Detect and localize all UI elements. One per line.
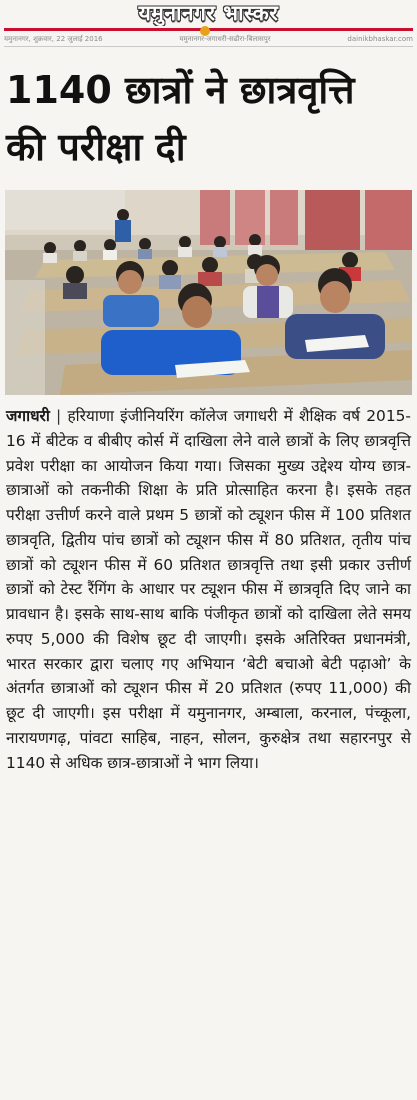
- masthead-info-right: dainikbhaskar.com: [347, 35, 413, 43]
- article-body: [6, 404, 411, 775]
- masthead-info: [4, 33, 413, 45]
- dateline-separator: |: [56, 407, 62, 425]
- masthead-rule: [4, 46, 413, 47]
- headline-line-2: की परीक्षा दी: [6, 125, 186, 169]
- dateline: जगाधरी: [6, 407, 50, 425]
- masthead-info-left: यमुनानगर, शुक्रवार, 22 जुलाई 2016: [4, 34, 103, 43]
- exam-hall-photo: [5, 190, 412, 395]
- masthead-ribbon: [0, 26, 417, 48]
- masthead-info-mid: यमुनानगर-जगाधरी-सढौरा-बिलासपुर: [179, 34, 271, 43]
- masthead-title: यमुनानगर भास्कर: [138, 1, 279, 25]
- headline-line-1: 1140 छात्रों ने छात्रवृत्ति: [6, 68, 355, 112]
- headline: [6, 62, 411, 176]
- masthead: [0, 0, 417, 26]
- article-text: हरियाणा इंजीनियरिंग कॉलेज जगाधरी में शैक्षिक वर्ष 2015-16 में बीटेक व बीबीए कोर्स में दाखिला लेने वाले छात्रों के लिए छात्रवृत्ति प्रवेश परीक्षा का आयोजन किया गया। जिसका मुख्य उद्देश्य योग्य छात्र-छात्राओं को तकनीकी शिक्षा के प्रति प्रोत्साहित करना है। इसके तहत परीक्षा उत्तीर्ण करने वाले प्रथम 5 छात्रों को ट्यूशन फीस में 100 प्रतिशत छात्रवृति, द्वितीय पांच छात्रों को ट्यूशन फीस में 80 प्रतिशत, तृतीय पांच छात्रों को ट्यूशन फीस में 60 प्रतिशत छात्रवृत्ति तथा इसी प्रकार उत्तीर्ण छात्रों को टेस्ट रैंगिंग के आधार पर ट्यूशन फीस में छात्रवृति दिए जाने का प्रावधान है। इसके साथ-साथ बाकि पंजीकृत छात्रों को दाखिला लेते समय रुपए 5,000 की विशेष छूट दी जाएगी। इसके अतिरिक्त प्रधानमंत्री, भारत सरकार द्वारा चलाए गए अभियान ‘बेटी बचाओ बेटी पढ़ाओ’ के अंतर्गत छात्राओं को ट्यूशन फीस में 20 प्रतिशत (रुपए 11,000) की छूट दी जाएगी। इस परीक्षा में यमुनानगर, अम्बाला, करनाल, पंच्कूला, नारायणगढ़, पांवटा साहिब, नाहन, सोलन, कुरुक्षेत्र तथा सहारनपुर से 1140 से अधिक छात्र-छात्राओं ने भाग लिया।: [6, 407, 411, 772]
